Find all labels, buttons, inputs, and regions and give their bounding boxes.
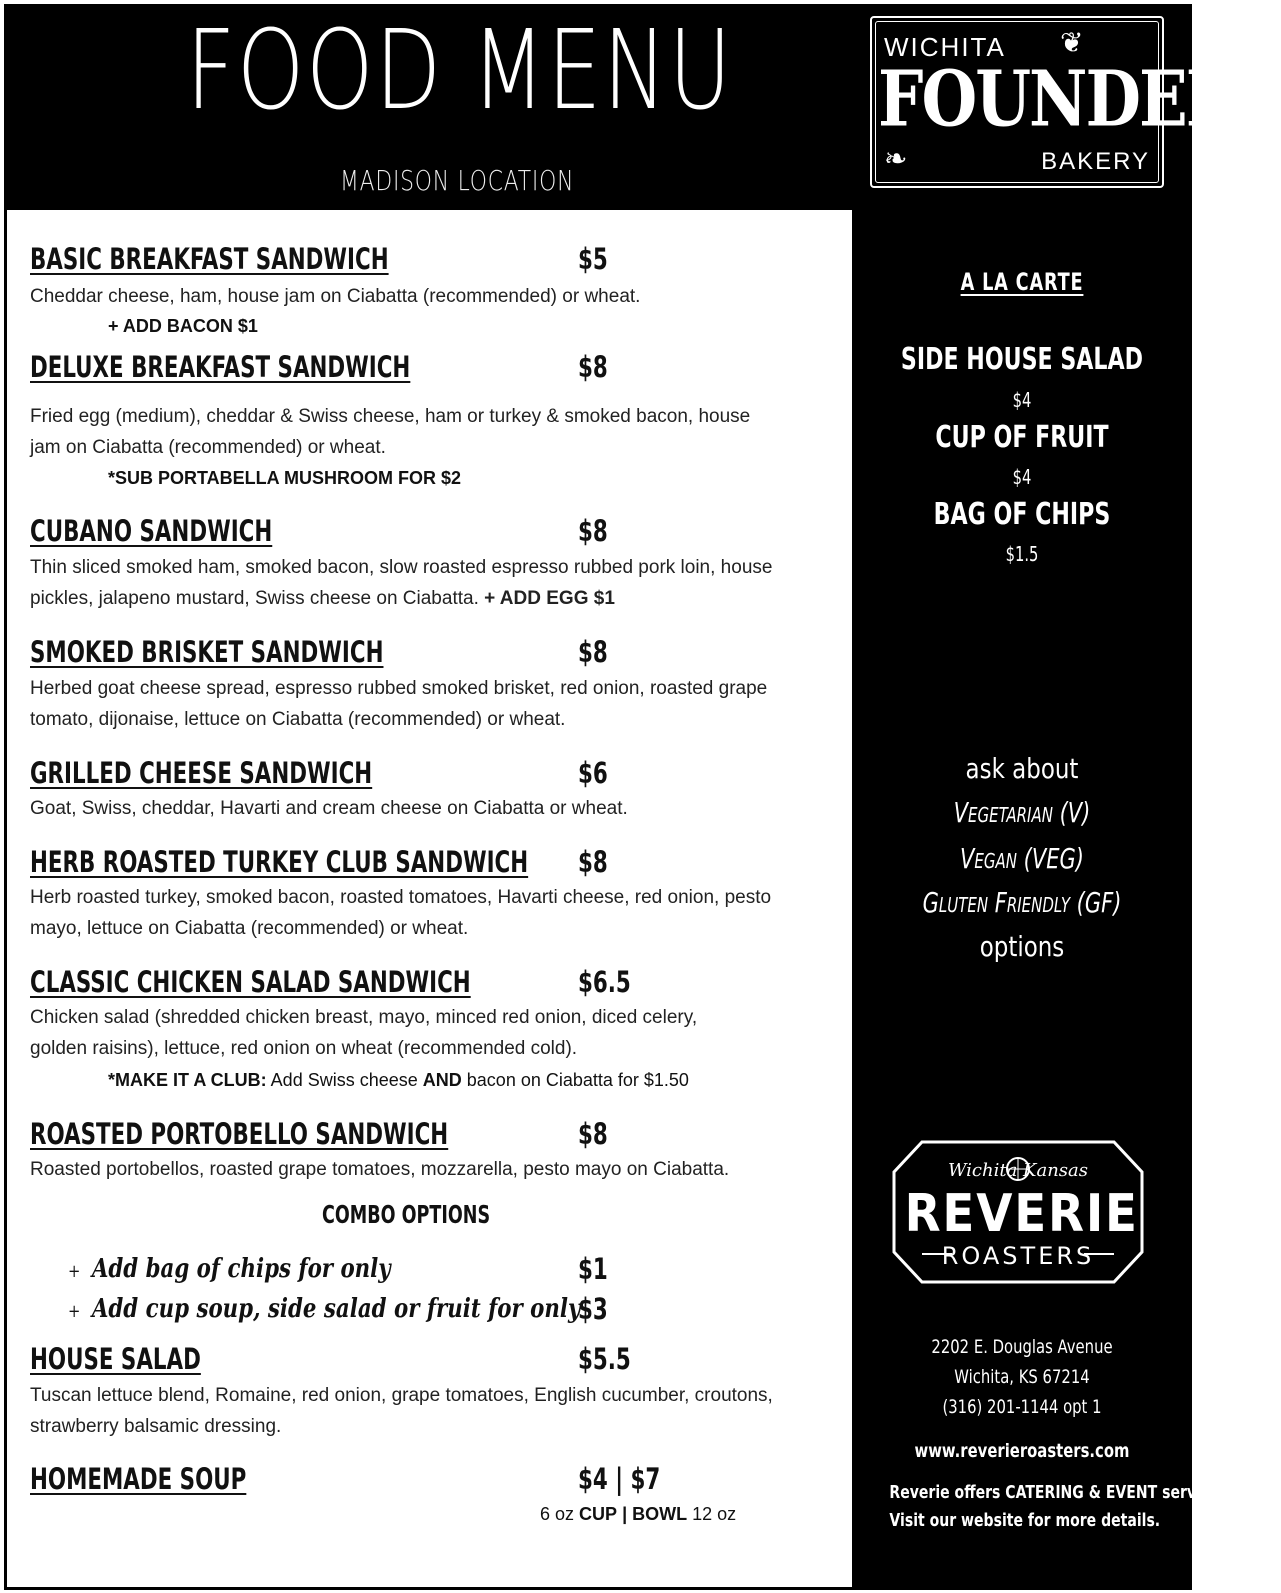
item-price: $6 (578, 756, 608, 790)
item-price: $4 | $7 (578, 1462, 661, 1496)
item-description: Herb roasted turkey, smoked bacon, roasted tomatoes, Havarti cheese, red onion, pesto mayo, lettuce on Ciabatta (recommended) or wheat. (30, 887, 772, 939)
item-price: $8 (578, 514, 608, 548)
item-description: Cheddar cheese, ham, house jam on Ciabatta (recommended) or wheat. (30, 286, 641, 307)
options-text: options (979, 930, 1065, 963)
item-name: CLASSIC CHICKEN SALAD SANDWICH (30, 965, 471, 999)
item-description: Goat, Swiss, cheddar, Havarti and cream cheese on Ciabatta or wheat. (30, 798, 628, 819)
dietary-option: Vegetarian (V) (953, 796, 1091, 829)
logo-bottom-text: BAKERY (1041, 148, 1150, 175)
combo-option: + Add bag of chips for only (68, 1254, 391, 1284)
item-name: GRILLED CHEESE SANDWICH (30, 756, 373, 790)
header-bar (4, 4, 1281, 210)
item-description: Fried egg (medium), cheddar & Swiss cheese, ham or turkey & smoked bacon, house jam on Ciabatta (recommended) or wheat. (30, 406, 751, 458)
logo-top-text: WICHITA (884, 32, 1006, 62)
item-name: SMOKED BRISKET SANDWICH (30, 635, 384, 669)
item-name: CUBANO SANDWICH (30, 514, 273, 548)
item-price: $8 (578, 635, 608, 669)
founders-bakery-logo (870, 16, 1281, 188)
combo-option: + Add cup soup, side salad or fruit for only (68, 1294, 581, 1324)
a-la-carte-heading: A LA CARTE (960, 268, 1084, 296)
side-item-price: $4 (1012, 465, 1032, 489)
footer-text: Visit our website for more details. (889, 1510, 1161, 1531)
item-price: $5.5 (578, 1342, 631, 1376)
page-title: FOOD MENU (186, 6, 734, 134)
side-item-name: BAG OF CHIPS (933, 497, 1111, 532)
side-item-price: $4 (1012, 388, 1032, 412)
item-description: Thin sliced smoked ham, smoked bacon, slow roasted espresso rubbed pork loin, house pickles, jalapeno mustard, Swiss cheese on Ciabatta. + ADD EGG $1 (30, 557, 773, 609)
item-description: Chicken salad (shredded chicken breast, mayo, minced red onion, diced celery, golden raisins), lettuce, red onion on wheat (recommended cold). (30, 1007, 698, 1059)
item-note: + ADD BACON $1 (108, 316, 258, 336)
combo-price: $3 (578, 1292, 608, 1326)
website-link[interactable]: www.reverieroasters.com (914, 1440, 1130, 1462)
item-price: $8 (578, 350, 608, 384)
soup-sizes: 6 oz CUP | BOWL 12 oz (540, 1504, 737, 1524)
sidebar (852, 210, 1233, 1590)
phone-number: (316) 201-1144 opt 1 (942, 1396, 1102, 1418)
item-price: $8 (578, 845, 608, 879)
combo-price: $1 (578, 1252, 608, 1286)
dietary-option: Vegan (VEG) (960, 842, 1084, 875)
side-item-price: $1.5 (1005, 542, 1039, 566)
item-description: Tuscan lettuce blend, Romaine, red onion, grape tomatoes, English cucumber, croutons, strawberry balsamic dressing. (30, 1385, 773, 1437)
logo-main-text: FOUNDERS (878, 54, 1281, 145)
item-name: HOUSE SALAD (30, 1342, 201, 1376)
reverie-roasters-logo (892, 1138, 1144, 1286)
ask-about-text: ask about (965, 752, 1079, 785)
item-description: Roasted portobellos, roasted grape tomatoes, mozzarella, pesto mayo on Ciabatta. (30, 1159, 730, 1180)
item-note: *MAKE IT A CLUB: Add Swiss cheese AND bacon on Ciabatta for $1.50 (108, 1070, 689, 1090)
logo-bottom-text: ROASTERS (941, 1242, 1095, 1270)
combo-options-title: COMBO OPTIONS (322, 1200, 491, 1229)
item-price: $6.5 (578, 965, 631, 999)
logo-top-text: Wichita Kansas (947, 1160, 1089, 1181)
address-line: 2202 E. Douglas Avenue (931, 1336, 1113, 1358)
item-name: ROASTED PORTOBELLO SANDWICH (30, 1117, 449, 1151)
side-item-name: SIDE HOUSE SALAD (900, 342, 1144, 377)
logo-main-text: REVERIE (904, 1184, 1139, 1244)
item-note: *SUB PORTABELLA MUSHROOM FOR $2 (108, 468, 462, 488)
item-name: BASIC BREAKFAST SANDWICH (30, 242, 389, 276)
side-item-name: CUP OF FRUIT (935, 420, 1109, 455)
item-name: DELUXE BREAKFAST SANDWICH (30, 350, 411, 384)
location-subtitle: MADISON LOCATION (340, 164, 575, 197)
swirl-ornament-icon: ❦ (1060, 27, 1084, 58)
item-name: HOMEMADE SOUP (30, 1462, 247, 1496)
item-description: Herbed goat cheese spread, espresso rubbed smoked brisket, red onion, roasted grape tomato, dijonaise, lettuce on Ciabatta (recommended) or wheat. (30, 678, 768, 730)
address-line: Wichita, KS 67214 (954, 1366, 1090, 1388)
item-name: HERB ROASTED TURKEY CLUB SANDWICH (30, 845, 529, 879)
dietary-option: Gluten Friendly (GF) (922, 886, 1122, 919)
item-price: $5 (578, 242, 608, 276)
footer-text: Reverie offers CATERING & EVENT services. (889, 1482, 1233, 1503)
item-price: $8 (578, 1117, 608, 1151)
swirl-ornament-icon: ❧ (884, 143, 908, 174)
